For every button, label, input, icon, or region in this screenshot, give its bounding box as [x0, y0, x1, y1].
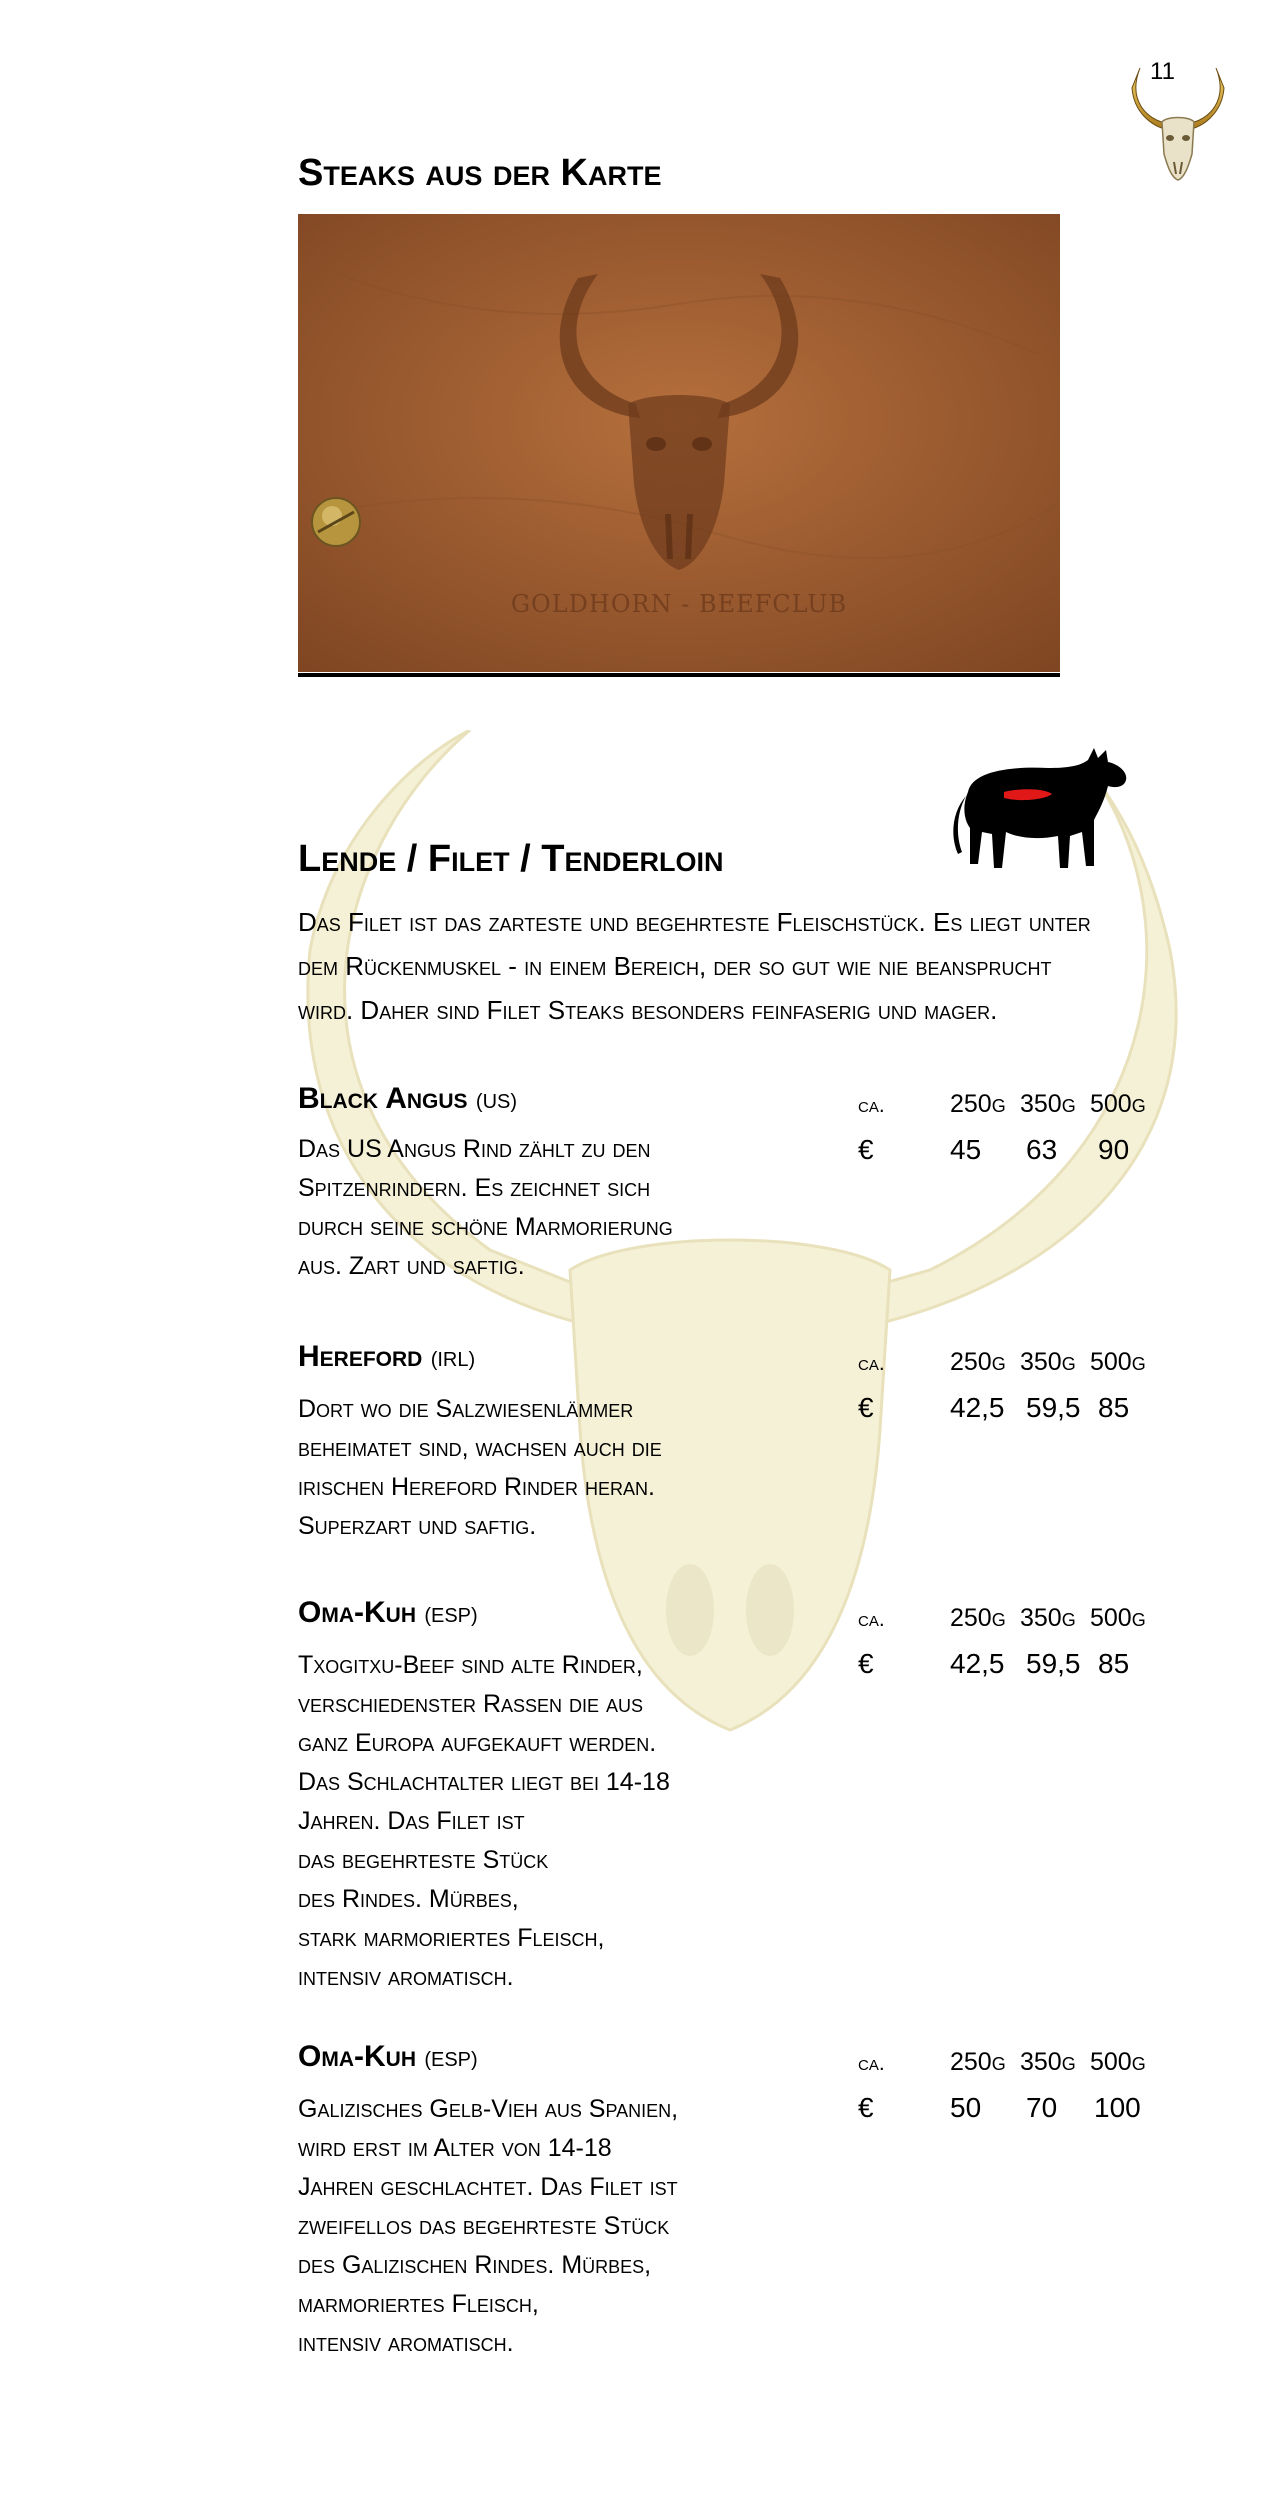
bull-skull-logo-icon: [1126, 58, 1230, 188]
size-label: 500g: [1090, 1090, 1146, 1118]
ca-label: ca.: [858, 1352, 885, 1375]
brand-emboss-text: GOLDHORN - BEEFCLUB: [510, 590, 848, 618]
price-500g: 85: [1098, 1648, 1130, 1679]
size-label: 350g: [1020, 1348, 1076, 1376]
price-250g: 42,5: [950, 1648, 1005, 1679]
item-description: Dort wo die Salzwiesenlämmer beheimatet sind, wachsen auch die irischen Hereford Rinder heran. Superzart und saftig.: [298, 1395, 662, 1540]
leather-menu-cover-image: [298, 214, 1060, 672]
item-origin: (US): [475, 1091, 518, 1113]
price-350g: 70: [1026, 2092, 1058, 2123]
price-500g: 85: [1098, 1392, 1130, 1423]
price-500g: 100: [1094, 2092, 1141, 2123]
size-label: 500g: [1090, 2048, 1146, 2076]
item-name: Hereford (IRL): [298, 1340, 476, 1373]
currency-symbol: €: [858, 1648, 874, 1679]
currency-symbol: €: [858, 1134, 874, 1165]
size-label: 350g: [1020, 1090, 1076, 1118]
item-name: Oma-Kuh (ESP): [298, 1596, 478, 1629]
price-500g: 90: [1098, 1134, 1130, 1165]
item-origin: (ESP): [424, 1605, 478, 1627]
title-divider: [298, 673, 1060, 677]
item-name: Oma-Kuh (ESP): [298, 2040, 478, 2073]
size-label: 500g: [1090, 1604, 1146, 1632]
page-number: 11: [1150, 58, 1175, 85]
currency-symbol: €: [858, 1392, 874, 1423]
price-350g: 59,5: [1026, 1648, 1081, 1679]
item-description: Galizisches Gelb-Vieh aus Spanien, wird erst im Alter von 14-18 Jahren geschlachtet. Das Filet ist zweifellos das begehrteste Stück des Galizischen Rindes. Mürbes, marmoriertes Fleisch, intensiv aromatisch.: [298, 2095, 679, 2357]
section-description: [298, 900, 1158, 1032]
item-description: Txogitxu-Beef sind alte Rinder, verschiedenster Rassen die aus ganz Europa aufgekauft werden. Das Schlachtalter liegt bei 14-18 Jahren. Das Filet ist das begehrteste Stück des Rindes. Mürbes, stark marmoriertes Fleisch, intensiv aromatisch.: [298, 1651, 670, 1991]
price-250g: 50: [950, 2092, 982, 2123]
price-250g: 45: [950, 1134, 982, 1165]
size-label: 350g: [1020, 1604, 1076, 1632]
cow-tenderloin-icon: [948, 736, 1134, 886]
item-name: Black Angus (US): [298, 1082, 518, 1115]
price-350g: 59,5: [1026, 1392, 1081, 1423]
size-label: 250g: [950, 1348, 1006, 1376]
description-line: wird. Daher sind Filet Steaks besonders feinfaserig und mager.: [298, 995, 998, 1025]
description-line: Das Filet ist das zarteste und begehrteste Fleischstück. Es liegt unter: [298, 907, 1091, 937]
ca-label: ca.: [858, 1094, 885, 1117]
ca-label: ca.: [858, 1608, 885, 1631]
price-250g: 42,5: [950, 1392, 1005, 1423]
size-label: 250g: [950, 1604, 1006, 1632]
size-label: 500g: [1090, 1348, 1146, 1376]
section-title: Lende / Filet / Tenderloin: [298, 838, 724, 880]
size-label: 350g: [1020, 2048, 1076, 2076]
item-origin: (ESP): [424, 2049, 478, 2071]
page-title: Steaks aus der Karte: [298, 152, 662, 194]
size-label: 250g: [950, 2048, 1006, 2076]
description-line: dem Rückenmuskel - in einem Bereich, der so gut wie nie beansprucht: [298, 951, 1052, 981]
size-label: 250g: [950, 1090, 1006, 1118]
price-350g: 63: [1026, 1134, 1058, 1165]
item-description: Das US Angus Rind zählt zu den Spitzenrindern. Es zeichnet sich durch seine schöne Marmorierung aus. Zart und saftig.: [298, 1135, 673, 1280]
ca-label: ca.: [858, 2052, 885, 2075]
item-origin: (IRL): [430, 1349, 476, 1371]
currency-symbol: €: [858, 2092, 874, 2123]
